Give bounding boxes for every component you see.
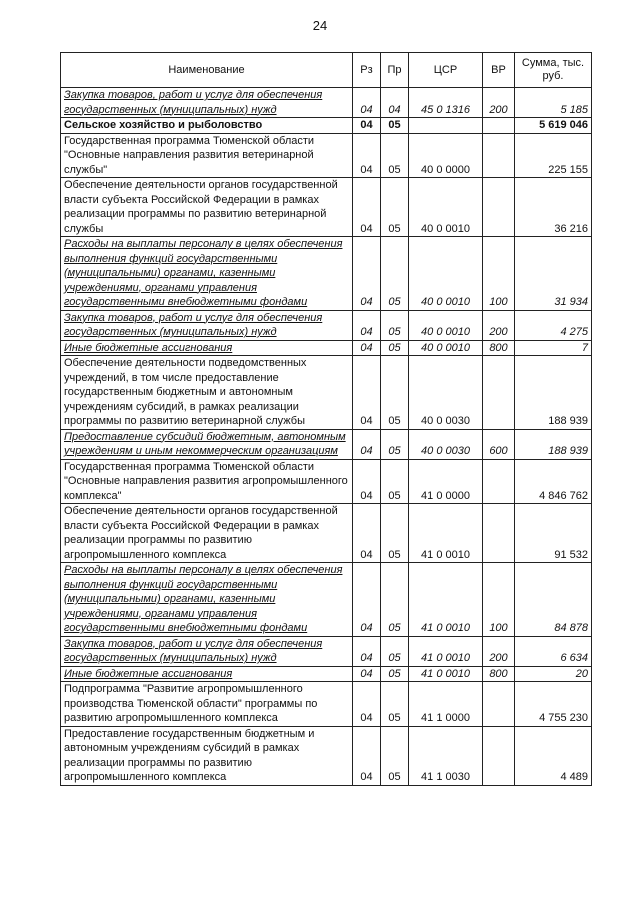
table-row [61, 666, 592, 682]
cell-vr [483, 504, 515, 563]
cell-sum: 6 634 [515, 636, 592, 666]
cell-rz: 04 [353, 636, 381, 666]
table-row [61, 504, 592, 563]
cell-sum: 4 755 230 [515, 682, 592, 727]
table-row [61, 340, 592, 356]
cell-name: Обеспечение деятельности подведомственных учреждений, в том числе предоставление государственным бюджетным и автономным учреждениям субсидий, в рамках реализации программы по развитию ветеринарной службы [61, 356, 353, 430]
table-row [61, 726, 592, 785]
cell-rz: 04 [353, 563, 381, 637]
cell-vr: 200 [483, 88, 515, 118]
table-row [61, 459, 592, 504]
cell-vr: 200 [483, 310, 515, 340]
cell-csr: 40 0 0010 [409, 237, 483, 311]
budget-table [60, 52, 592, 786]
cell-vr: 800 [483, 666, 515, 682]
cell-rz: 04 [353, 459, 381, 504]
cell-name: Иные бюджетные ассигнования [61, 666, 353, 682]
cell-name: Подпрограмма "Развитие агропромышленного производства Тюменской области" программы по развитию агропромышленного комплекса [61, 682, 353, 727]
page-number: 24 [312, 18, 328, 33]
cell-vr [483, 178, 515, 237]
cell-pr: 05 [381, 310, 409, 340]
table-row [61, 636, 592, 666]
cell-pr: 05 [381, 504, 409, 563]
cell-csr: 40 0 0000 [409, 133, 483, 178]
cell-sum: 4 846 762 [515, 459, 592, 504]
table-row [61, 88, 592, 118]
cell-sum: 188 939 [515, 356, 592, 430]
cell-sum: 31 934 [515, 237, 592, 311]
cell-rz: 04 [353, 88, 381, 118]
cell-name: Закупка товаров, работ и услуг для обеспечения государственных (муниципальных) нужд [61, 88, 353, 118]
table-row [61, 178, 592, 237]
cell-sum: 7 [515, 340, 592, 356]
cell-csr: 41 0 0010 [409, 666, 483, 682]
cell-vr: 100 [483, 237, 515, 311]
table-row [61, 133, 592, 178]
cell-sum: 91 532 [515, 504, 592, 563]
cell-csr: 41 0 0010 [409, 563, 483, 637]
table-row [61, 563, 592, 637]
cell-vr: 100 [483, 563, 515, 637]
cell-pr: 05 [381, 178, 409, 237]
cell-sum: 36 216 [515, 178, 592, 237]
cell-name: Обеспечение деятельности органов государственной власти субъекта Российской Федерации в рамках реализации программы по развитию агропромышленного комплекса [61, 504, 353, 563]
table-row [61, 118, 592, 134]
cell-name: Обеспечение деятельности органов государственной власти субъекта Российской Федерации в рамках реализации программы по развитию ветеринарной службы [61, 178, 353, 237]
cell-rz: 04 [353, 356, 381, 430]
cell-pr: 05 [381, 356, 409, 430]
cell-csr [409, 118, 483, 134]
cell-pr: 05 [381, 666, 409, 682]
cell-csr: 41 0 0010 [409, 636, 483, 666]
cell-rz: 04 [353, 429, 381, 459]
table-header [61, 53, 592, 88]
cell-name: Государственная программа Тюменской области "Основные направления развития агропромышленного комплекса" [61, 459, 353, 504]
cell-rz: 04 [353, 666, 381, 682]
cell-name: Расходы на выплаты персоналу в целях обеспечения выполнения функций государственными (муниципальными) органами, казенными учреждениями, органами управления государственными внебюджетными фондами [61, 237, 353, 311]
cell-csr: 40 0 0010 [409, 310, 483, 340]
cell-pr: 05 [381, 726, 409, 785]
cell-pr: 05 [381, 682, 409, 727]
cell-csr: 40 0 0030 [409, 356, 483, 430]
cell-vr [483, 682, 515, 727]
cell-pr: 05 [381, 340, 409, 356]
cell-name: Сельское хозяйство и рыболовство [61, 118, 353, 134]
header-vr: ВР [483, 53, 515, 88]
cell-vr [483, 726, 515, 785]
header-sum: Сумма, тыс. руб. [515, 53, 592, 88]
cell-vr [483, 133, 515, 178]
table-row [61, 429, 592, 459]
cell-vr [483, 356, 515, 430]
header-rz: Рз [353, 53, 381, 88]
cell-name: Государственная программа Тюменской области "Основные направления развития ветеринарной службы" [61, 133, 353, 178]
cell-vr: 800 [483, 340, 515, 356]
cell-pr: 05 [381, 133, 409, 178]
cell-sum: 4 489 [515, 726, 592, 785]
cell-rz: 04 [353, 310, 381, 340]
cell-csr: 41 0 0010 [409, 504, 483, 563]
cell-csr: 40 0 0030 [409, 429, 483, 459]
table-row [61, 356, 592, 430]
cell-csr: 40 0 0010 [409, 178, 483, 237]
cell-rz: 04 [353, 682, 381, 727]
cell-name: Закупка товаров, работ и услуг для обеспечения государственных (муниципальных) нужд [61, 310, 353, 340]
cell-vr: 200 [483, 636, 515, 666]
cell-rz: 04 [353, 237, 381, 311]
cell-csr: 41 1 0000 [409, 682, 483, 727]
cell-name: Закупка товаров, работ и услуг для обеспечения государственных (муниципальных) нужд [61, 636, 353, 666]
table-row [61, 682, 592, 727]
cell-sum: 20 [515, 666, 592, 682]
cell-sum: 4 275 [515, 310, 592, 340]
cell-pr: 05 [381, 237, 409, 311]
header-pr: Пр [381, 53, 409, 88]
cell-sum: 5 619 046 [515, 118, 592, 134]
cell-rz: 04 [353, 340, 381, 356]
cell-rz: 04 [353, 118, 381, 134]
header-csr: ЦСР [409, 53, 483, 88]
cell-name: Иные бюджетные ассигнования [61, 340, 353, 356]
cell-name: Предоставление субсидий бюджетным, автономным учреждениям и иным некоммерческим организациям [61, 429, 353, 459]
cell-csr: 41 1 0030 [409, 726, 483, 785]
cell-rz: 04 [353, 504, 381, 563]
header-name: Наименование [61, 53, 353, 88]
cell-vr: 600 [483, 429, 515, 459]
cell-pr: 04 [381, 88, 409, 118]
cell-sum: 188 939 [515, 429, 592, 459]
cell-name: Предоставление государственным бюджетным и автономным учреждениям субсидий в рамках реализации программы по развитию агропромышленного комплекса [61, 726, 353, 785]
cell-csr: 41 0 0000 [409, 459, 483, 504]
cell-pr: 05 [381, 118, 409, 134]
cell-sum: 84 878 [515, 563, 592, 637]
cell-vr [483, 118, 515, 134]
cell-rz: 04 [353, 178, 381, 237]
cell-rz: 04 [353, 133, 381, 178]
cell-pr: 05 [381, 459, 409, 504]
table-body [61, 88, 592, 786]
cell-rz: 04 [353, 726, 381, 785]
cell-csr: 40 0 0010 [409, 340, 483, 356]
cell-vr [483, 459, 515, 504]
cell-csr: 45 0 1316 [409, 88, 483, 118]
cell-sum: 5 185 [515, 88, 592, 118]
cell-pr: 05 [381, 429, 409, 459]
table-row [61, 310, 592, 340]
cell-pr: 05 [381, 563, 409, 637]
cell-pr: 05 [381, 636, 409, 666]
cell-sum: 225 155 [515, 133, 592, 178]
cell-name: Расходы на выплаты персоналу в целях обеспечения выполнения функций государственными (муниципальными) органами, казенными учреждениями, органами управления государственными внебюджетными фондами [61, 563, 353, 637]
table-row [61, 237, 592, 311]
